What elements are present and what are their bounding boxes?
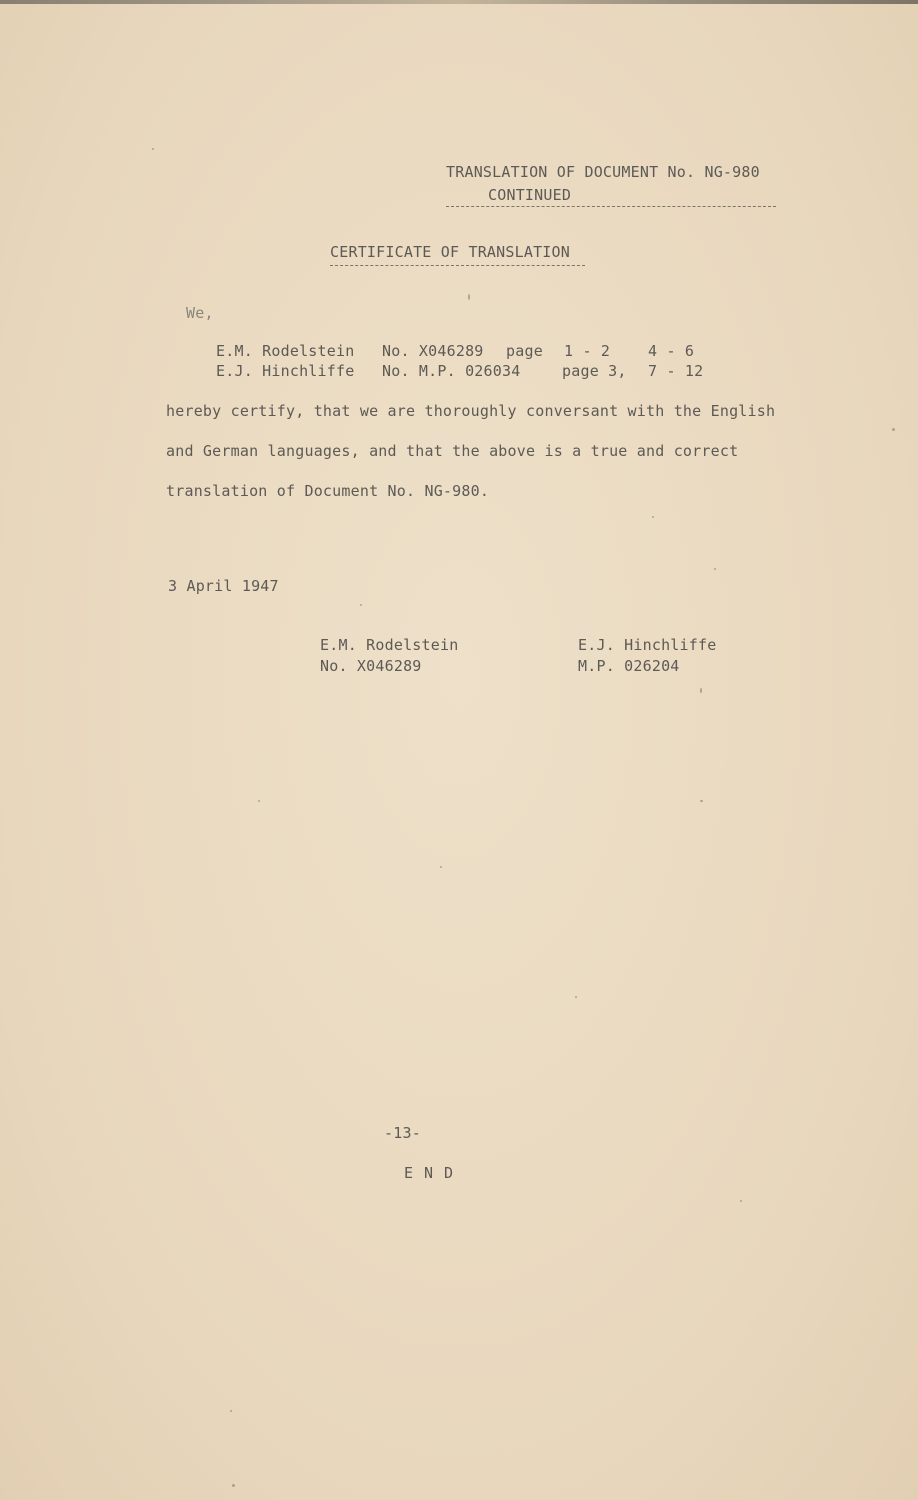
paper-speck	[892, 428, 895, 431]
page-top-edge	[0, 0, 918, 4]
signature-right-number: M.P. 026204	[578, 657, 680, 675]
paper-speck	[575, 996, 577, 998]
header-underline	[446, 206, 776, 207]
document-header-title: TRANSLATION OF DOCUMENT No. NG-980	[446, 163, 760, 181]
translator-2-name: E.J. Hinchliffe	[216, 362, 355, 380]
addressee: We,	[186, 304, 214, 322]
signature-left-number: No. X046289	[320, 657, 422, 675]
paper-speck	[700, 800, 703, 802]
paper-speck	[440, 866, 442, 868]
statement-line-1: hereby certify, that we are thoroughly conversant with the English	[166, 402, 776, 420]
certificate-date: 3 April 1947	[168, 577, 279, 595]
paper-speck	[740, 1200, 742, 1202]
paper-speck	[360, 604, 362, 606]
end-mark: END	[404, 1164, 465, 1182]
translator-2-pages-label: page 3,	[562, 362, 627, 380]
statement-line-3: translation of Document No. NG-980.	[166, 482, 490, 500]
paper-speck	[652, 516, 654, 518]
certificate-title-underline	[330, 265, 585, 266]
document-header-subtitle: CONTINUED	[488, 186, 572, 204]
translator-2-number: No. M.P. 026034	[382, 362, 521, 380]
paper-speck	[258, 800, 260, 802]
paper-speck	[152, 148, 154, 150]
translator-1-pages-a: 1 - 2	[564, 342, 611, 360]
signature-left-name: E.M. Rodelstein	[320, 636, 459, 654]
translator-1-pages-b: 4 - 6	[648, 342, 695, 360]
certificate-title: CERTIFICATE OF TRANSLATION	[330, 243, 570, 261]
translator-1-pages-label: page	[506, 342, 543, 360]
page-number: -13-	[384, 1124, 421, 1142]
translator-2-pages-b: 7 - 12	[648, 362, 704, 380]
paper-speck	[468, 294, 470, 300]
translator-1-name: E.M. Rodelstein	[216, 342, 355, 360]
translator-1-number: No. X046289	[382, 342, 484, 360]
signature-right-name: E.J. Hinchliffe	[578, 636, 717, 654]
paper-speck	[230, 1410, 232, 1412]
paper-speck	[714, 568, 716, 570]
paper-speck	[700, 688, 702, 693]
paper-speck	[232, 1484, 235, 1487]
statement-line-2: and German languages, and that the above is a true and correct	[166, 442, 739, 460]
